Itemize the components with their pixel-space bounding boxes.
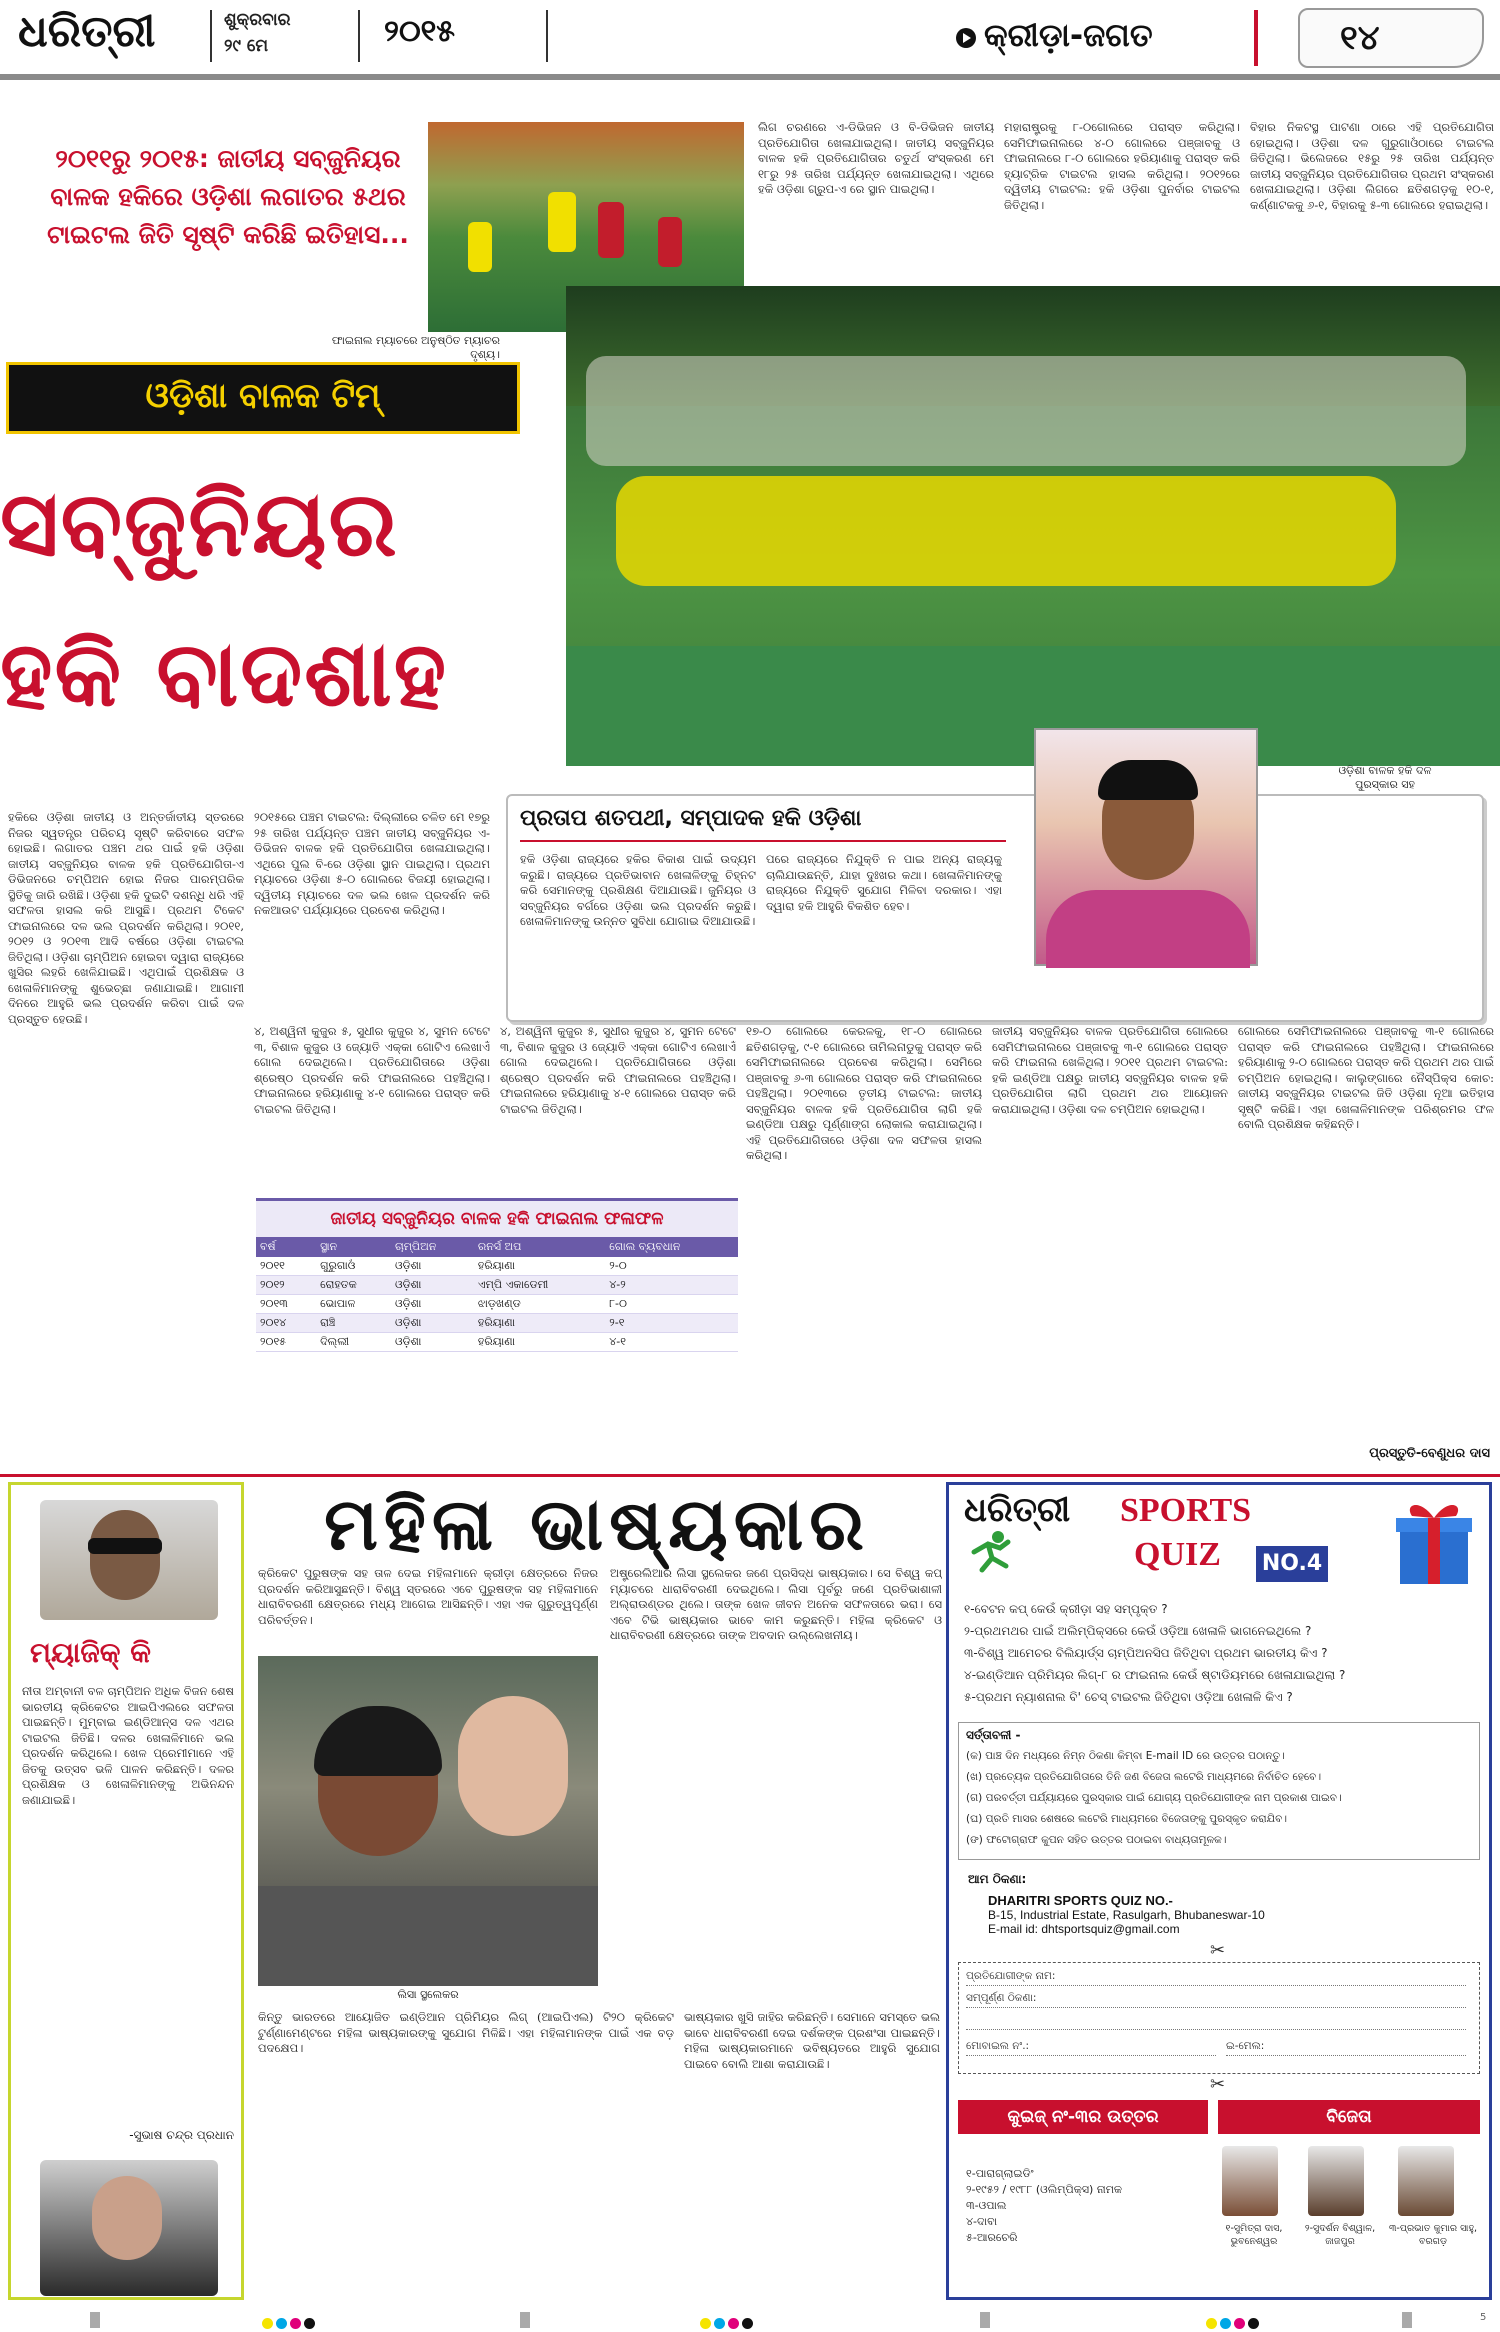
quiz-rule: (ଗ) ପରବର୍ତ୍ତୀ ପର୍ଯ୍ୟାୟରେ ପୁରସ୍କାର ପାଇଁ ଯୋଗ୍ୟ ପ୍ରତିଯୋଗୀଙ୍କ ନାମ ପ୍ରକାଶ ପାଇବ।: [966, 1792, 1342, 1804]
team-photo: [566, 286, 1500, 766]
gray-marker: [520, 2312, 530, 2328]
table-cell: ୨୦୧୫: [256, 1333, 316, 1352]
table-cell: ଦିଲ୍ଲୀ: [316, 1333, 391, 1352]
print-registration-bar: [0, 2310, 1500, 2332]
magic-body: ନୀତା ଅମ୍ବାନୀ ବଳ ଚାମ୍ପିଅନ ଅଧିକ ବିଜନ ଶେଷ ଭାରତୀୟ କ୍ରିକେଟର ଆଇପିଏଲରେ ସଫଳତା ପାଇଛନ୍ତି। ମୁମ୍ବାଇ ଇଣ୍ଡିଆନ୍ସ ଦଳ ଏଥର ଟାଇଟଲ ଜିତିଛି। ଦଳର ଖେଳାଳିମାନେ ଭଲ ପ୍ରଦର୍ଶନ କରିଥିଲେ। ଖେଳ ପ୍ରେମୀମାନେ ଏହି ଜିତକୁ ଉତ୍ସବ ଭଳି ପାଳନ କରିଛନ୍ତି। ଦଳର ପ୍ରଶିକ୍ଷକ ଓ ଖେଳାଳିମାନଙ୍କୁ ଅଭିନନ୍ଦନ ଜଣାଯାଇଛି।: [22, 1684, 234, 1807]
table-cell: ୪-୧: [605, 1333, 738, 1352]
commentators-body-lower1: କିନ୍ତୁ ଭାରତରେ ଆୟୋଜିତ ଇଣ୍ଡିଆନ ପ୍ରିମିୟର ଲିଗ୍ (ଆଇପିଏଲ) ଟି୨୦ କ୍ରିକେଟ ଟୁର୍ଣ୍ଣାମେଣ୍ଟରେ ମହିଳା ଭାଷ୍ୟକାରଙ୍କୁ ସୁଯୋଗ ମିଳିଛି। ଏହା ମହିଳାମାନଙ୍କ ପାଇଁ ଏକ ବଡ଼ ପଦକ୍ଷେପ।: [258, 2010, 674, 2055]
section-title: କ୍ରୀଡ଼ା-ଜଗତ: [984, 16, 1153, 54]
main-headline-line2: ହକି ବାଦଶାହ: [0, 622, 449, 727]
col-header-goal-margin: ଗୋଲ ବ୍ୟବଧାନ: [605, 1237, 738, 1257]
table-row: [256, 1295, 738, 1314]
col-header-venue: ସ୍ଥାନ: [316, 1237, 391, 1257]
table-cell: ଗୁରୁଗାଓଁ: [316, 1257, 391, 1276]
results-table-title: ଜାତୀୟ ସବ୍‌ଜୁନିୟର ବାଳକ ହକି ଫାଇନାଲ ଫଳାଫଳ: [256, 1198, 738, 1237]
table-row: [256, 1276, 738, 1295]
table-cell: ୨-୧: [605, 1314, 738, 1333]
table-row: [256, 1333, 738, 1352]
runner-icon: [968, 1530, 1014, 1574]
team-label: ଓଡ଼ିଶା ବାଳକ ଟିମ୍: [145, 376, 381, 416]
quiz-address: [968, 1872, 1468, 1936]
winner-photo: [1308, 2146, 1364, 2216]
quiz-masthead: ଧରିତ୍ରୀ: [964, 1490, 1071, 1530]
quiz-number: NO.4: [1256, 1546, 1328, 1582]
table-cell: ଓଡ଼ିଶା: [391, 1295, 474, 1314]
header-rule: [0, 74, 1500, 80]
commentator-photo: [258, 1656, 598, 1986]
table-cell: ଝାଡ଼ଖଣ୍ଡ: [474, 1295, 605, 1314]
magic-top-portrait: [40, 1500, 218, 1620]
results-table-header-row: [256, 1237, 738, 1257]
table-cell: ୪-୨: [605, 1276, 738, 1295]
lead-body-lower-right: ୧୭-୦ ଗୋଲରେ କେରଳକୁ, ୧୮-୦ ଗୋଲରେ ଛତିଶଗଡ଼କୁ, ୯-୧ ଗୋଲରେ ତାମିଲନାଡୁକୁ ପରାସ୍ତ କରି ସେମିଫାଇନାଲରେ ପ୍ରବେଶ କରିଥିଲା। ସେମିରେ ପଞ୍ଜାବକୁ ୬-୩ ଗୋଲରେ ପରାସ୍ତ କରି ଫାଇନାଲରେ ପହଞ୍ଚିଥିଲା। ୨୦୧୩ରେ ତୃତୀୟ ଟାଇଟଲ: ଜାତୀୟ ସବ୍‌ଜୁନିୟର ବାଳକ ହକି ପ୍ରତିଯୋଗିତା ଲାଗି ହକି ଇଣ୍ଡିଆ ପକ୍ଷରୁ ପୂର୍ଣ୍ଣାଙ୍ଗ ଲୋକାଲ କରାଯାଇଥିଲା। ଏହି ପ୍ରତିଯୋଗିତାରେ ଓଡ଼ିଶା ଦଳ ସଫଳତା ହାସଲ କରିଥିଲା।: [746, 1024, 982, 1162]
interview-body-col2: ପରେ ରାଜ୍ୟରେ ନିଯୁକ୍ତି ନ ପାଇ ଅନ୍ୟ ରାଜ୍ୟକୁ ଚାଲିଯାଉଛନ୍ତି, ଯାହା ଦୁଃଖର କଥା। ଖେଳାଳିମାନଙ୍କୁ ରାଜ୍ୟରେ ନିଯୁକ୍ତି ସୁଯୋଗ ମିଳିବା ଦରକାର। ଏହା ଦ୍ୱାରା ହକି ଆହୁରି ବିକଶିତ ହେବ।: [766, 852, 1002, 913]
quiz-rule: (ଙ) ଫଟୋଗ୍ରାଫ କୁପନ ସହିତ ଉତ୍ତର ପଠାଇବା ବାଧ୍ୟତାମୂଳକ।: [966, 1834, 1227, 1846]
commentators-body-col2: ଅଷ୍ଟ୍ରେଲିଆର ଲିସା ସ୍ଥଲେକର ଜଣେ ପ୍ରସିଦ୍ଧ ଭାଷ୍ୟକାର। ସେ ବିଶ୍ୱ କପ୍ ମ୍ୟାଚରେ ଧାରାବିବରଣୀ ଦେଇଥିଲେ। ଲିସା ପୂର୍ବରୁ ଜଣେ ପ୍ରତିଭାଶାଳୀ ଅଲ୍‌ରାଉଣ୍ଡର ଥିଲେ। ତାଙ୍କ ଖେଳ ଜୀବନ ଅନେକ ସଫଳତାରେ ଭରା। ସେ ଏବେ ଟିଭି ଭାଷ୍ୟକାର ଭାବେ କାମ କରୁଛନ୍ତି। ମହିଳା କ୍ରିକେଟ ଓ ଧାରାବିବରଣୀ କ୍ଷେତ୍ରରେ ତାଙ୍କ ଅବଦାନ ଉଲ୍ଲେଖନୀୟ।: [610, 1566, 942, 1642]
coupon-name-label: ପ୍ରତିଯୋଗୀଙ୍କ ନାମ:: [966, 1970, 1056, 1982]
quiz-question: ୨-ପ୍ରଥମଥର ପାଇଁ ଅଲିମ୍ପିକ୍ସରେ କେଉଁ ଓଡ଼ିଆ ଖେଳାଳି ଭାଗନେଇଥିଲେ ?: [964, 1624, 1312, 1638]
header-year: ୨୦୧୫: [384, 14, 456, 49]
section-divider: [0, 1474, 1500, 1477]
color-registration-marks: [262, 2314, 318, 2332]
quiz-rule: (କ) ପାଞ୍ଚ ଦିନ ମଧ୍ୟରେ ନିମ୍ନ ଠିକଣା କିମ୍ବା E-mail ID ରେ ଉତ୍ତର ପଠାନ୍ତୁ।: [966, 1750, 1285, 1762]
winners-header: ବିଜେତା: [1218, 2100, 1480, 2134]
magic-byline: -ସୁଭାଷ ଚନ୍ଦ୍ର ପ୍ରଧାନ: [129, 2128, 234, 2142]
table-row: [256, 1257, 738, 1276]
lead-body-right3: ବିହାର ନିକଟସ୍ଥ ପାଟଣା ଠାରେ ଏହି ପ୍ରତିଯୋଗିତା ହୋଇଥିଲା। ଓଡ଼ିଶା ଦଳ ଗୁରୁଗାଓଁଠାରେ ଟାଇଟଲ ଜିତିଥିଲା। ଭିଲେଜରେ ୧୫ରୁ ୨୫ ତାରିଖ ପର୍ଯ୍ୟନ୍ତ ଜାତୀୟ ସବ୍‌ଜୁନିୟର ପ୍ରତିଯୋଗିତାର ପ୍ରଥମ ସଂସ୍କରଣ ଖେଳାଯାଇଥିଲା। ଓଡ଼ିଶା ଲିଗରେ ଛତିଶଗଡ଼କୁ ୧୦-୧, କର୍ଣ୍ଣାଟକକୁ ୬-୧, ବିହାରକୁ ୫-୩ ଗୋଲରେ ହରାଇଥିଲା।: [1250, 120, 1494, 212]
header-date: ୨୯ ମେ: [224, 36, 269, 56]
lead-byline: ପ୍ରସ୍ତୁତି-ବେଣୁଧର ଦାସ: [1369, 1446, 1490, 1461]
table-cell: ରାଞ୍ଚି: [316, 1314, 391, 1333]
interview-title-rule: [520, 840, 1006, 842]
lead-body-col2: ୨୦୧୫ରେ ପଞ୍ଚମ ଟାଇଟଲ: ଦିଲ୍ଲୀରେ ଚଳିତ ମେ ୧୭ରୁ ୨୫ ତାରିଖ ପର୍ଯ୍ୟନ୍ତ ପଞ୍ଚମ ଜାତୀୟ ସବ୍‌ଜୁନିୟର ଏ-ଡିଭିଜନ ବାଳକ ହକି ପ୍ରତିଯୋଗିତା ଖେଳାଯାଇଥିଲା। ଏଥିରେ ପୁଲ ବି-ରେ ଓଡ଼ିଶା ସ୍ଥାନ ପାଇଥିଲା। ପ୍ରଥମ ମ୍ୟାଚରେ ଓଡ଼ିଶା ୫-୦ ଗୋଲରେ ବିଜୟୀ ହୋଇଥିଲା। ଦ୍ୱିତୀୟ ମ୍ୟାଚରେ ଦଳ ଭଲ ଖେଳ ପ୍ରଦର୍ଶନ କରି ନକଆଉଟ ପର୍ଯ୍ୟାୟରେ ପ୍ରବେଶ କରିଥିଲା।: [254, 810, 490, 917]
magic-title: ମ୍ୟାଜିକ୍ କି: [30, 1636, 151, 1669]
coupon-address-label: ସମ୍ପୂର୍ଣ୍ଣ ଠିକଣା:: [966, 1992, 1037, 2004]
table-cell: ୮-୦: [605, 1295, 738, 1314]
magic-bottom-portrait: [40, 2160, 218, 2296]
lead-body-right1: ଲିଗ ଚରଣରେ ଏ-ଡିଭିଜନ ଓ ବି-ଡିଭିଜନ ଜାତୀୟ ପ୍ରତିଯୋଗିତା ଖେଳାଯାଇଥିଲା। ଜାତୀୟ ସବ୍‌ଜୁନିୟର ବାଳକ ହକି ପ୍ରତିଯୋଗିତାର ଚତୁର୍ଥ ସଂସ୍କରଣ ମେ ୧୮ରୁ ୨୫ ତାରିଖ ପର୍ଯ୍ୟନ୍ତ ଖେଳାଯାଇଥିଲା। ଏଥିରେ ହକି ଓଡ଼ିଶା ଗ୍ରୁପ-ଏ ରେ ସ୍ଥାନ ପାଇଥିଲା।: [758, 120, 994, 196]
interview-portrait: [1034, 728, 1258, 966]
table-cell: ଓଡ଼ିଶା: [391, 1276, 474, 1295]
table-cell: ହରିୟାଣା: [474, 1314, 605, 1333]
quiz-question: ୫-ପ୍ରଥମ ନ୍ୟାଶନାଲ ବି' ଚେସ୍ ଟାଇଟଲ ଜିତିଥିବା ଓଡ଼ିଆ ଖେଳାଳି କିଏ ?: [964, 1690, 1293, 1704]
quiz-address-label: ଆମ ଠିକଣା:: [968, 1872, 1027, 1886]
page-number: ୧୪: [1340, 18, 1380, 58]
header-divider: [358, 10, 360, 62]
table-cell: ୨୦୧୩: [256, 1295, 316, 1314]
coupon-name-field[interactable]: [966, 1970, 1466, 1986]
gray-marker: [90, 2312, 100, 2328]
col-header-champion: ଚାମ୍ପିଅନ: [391, 1237, 474, 1257]
quiz-question: ୩-ବିଶ୍ୱ ଆମେଚର ବିଲିୟାର୍ଡ୍ସ ଚାମ୍ପିଅନସିପ ଜିତିଥିବା ପ୍ରଥମ ଭାରତୀୟ କିଏ ?: [964, 1646, 1328, 1660]
quiz-answer: ୪-ଦାବା: [966, 2215, 998, 2228]
table-row: [256, 1314, 738, 1333]
quiz-title-line2: QUIZ: [1134, 1536, 1221, 1573]
lead-body-right2: ମହାରାଷ୍ଟ୍ରକୁ ୮-୦ଗୋଲରେ ପରାସ୍ତ କରିଥିଲା। ସେମିଫାଇନାଲରେ ୪-୦ ଗୋଲରେ ପଞ୍ଜାବକୁ ଓ ଫାଇନାଲରେ ୮-୦ ଗୋଲରେ ହରିୟାଣାକୁ ପରାସ୍ତ କରି ହ୍ୟାଟ୍ରିକ ଟାଇଟଲ ହାସଲ କରିଥିଲା। ୨୦୧୨ରେ ଦ୍ୱିତୀୟ ଟାଇଟଲ: ହକି ଓଡ଼ିଶା ପୁନର୍ବାର ଟାଇଟଲ ଜିତିଥିଲା।: [1004, 120, 1240, 212]
header-day: ଶୁକ୍ରବାର: [224, 10, 291, 30]
quiz-answer: ୩-ଓପାଲ: [966, 2199, 1007, 2212]
quiz-answers: [966, 2166, 1206, 2246]
winner-name: ୨-ସୁଦର୍ଶନ ବିଶ୍ୱାଳ, ଜାଜପୁର: [1304, 2223, 1376, 2247]
col-header-year: ବର୍ଷ: [256, 1237, 316, 1257]
footer-page-marker: 5: [1480, 2312, 1487, 2323]
gift-box-icon: [1390, 1494, 1478, 1586]
table-cell: ୨୦୧୨: [256, 1276, 316, 1295]
quiz-answer: ୨-୧୯୫୨ / ୧୯୮୮ (ଓଲିମ୍ପିକ୍ସ) ନାମକ: [966, 2183, 1123, 2196]
coupon-email-label: ଇ-ମେଲ:: [1226, 2040, 1265, 2052]
quiz-question: ୪-ଇଣ୍ଡିଆନ ପ୍ରିମିୟର ଲିଗ୍-୮ ର ଫାଇନାଲ କେଉଁ ଷ୍ଟାଡିୟମରେ ଖେଳାଯାଇଥିଲା ?: [964, 1668, 1346, 1682]
commentators-body-col1: କ୍ରିକେଟ ପୁରୁଷଙ୍କ ସହ ତାଳ ଦେଇ ମହିଳାମାନେ କ୍ରୀଡ଼ା କ୍ଷେତ୍ରରେ ନିଜର ପ୍ରଦର୍ଶନ କରିଆସୁଛନ୍ତି। ବିଶ୍ୱ ସ୍ତରରେ ଏବେ ପୁରୁଷଙ୍କ ସହ ମହିଳାମାନେ ଧାରାବିବରଣୀ କ୍ଷେତ୍ରରେ ମଧ୍ୟ ଆଗେଇ ଆସିଛନ୍ତି। ଏହା ଏକ ଗୁରୁତ୍ୱପୂର୍ଣ୍ଣ ପରିବର୍ତ୍ତନ।: [258, 1566, 598, 1627]
quiz-address-line2: B-15, Industrial Estate, Rasulgarh, Bhubaneswar-10: [988, 1908, 1265, 1922]
results-table: [256, 1198, 738, 1468]
gray-marker: [1402, 2312, 1412, 2328]
coupon-mobile-field[interactable]: [966, 2040, 1216, 2056]
quiz-question: ୧-ବେଟନ କପ୍ କେଉଁ କ୍ରୀଡ଼ା ସହ ସମ୍ପୃକ୍ତ ?: [964, 1602, 1168, 1616]
winner-photo: [1222, 2146, 1278, 2216]
commentators-body-lower2: ଭାଷ୍ୟକାର ଖୁସି ଜାହିର କରିଛନ୍ତି। ସେମାନେ ସମସ୍ତେ ଭଲ ଭାବେ ଧାରାବିବରଣୀ ଦେଇ ଦର୍ଶକଙ୍କ ପ୍ରଶଂସା ପାଇଛନ୍ତି। ମହିଳା ଭାଷ୍ୟକାରମାନେ ଭବିଷ୍ୟତରେ ଆହୁରି ସୁଯୋଗ ପାଇବେ ବୋଲି ଆଶା କରାଯାଉଛି।: [684, 2010, 940, 2071]
answers-header: କୁଇଜ୍ ନଂ-୩ର ଉତ୍ତର: [958, 2100, 1208, 2134]
coupon-mobile-label: ମୋବାଇଲ ନଂ.:: [966, 2040, 1030, 2052]
commentator-photo-caption: ଲିସା ସ୍ଥଲେକର: [397, 1988, 459, 2001]
color-registration-marks: [1206, 2314, 1262, 2332]
match-photo-caption: ଫାଇନାଲ ମ୍ୟାଚରେ ଅନୁଷ୍ଠିତ ମ୍ୟାଚର ଦୃଶ୍ୟ।: [331, 334, 500, 361]
commentators-headline: ମହିଳା ଭାଷ୍ୟକାର: [324, 1482, 870, 1566]
quiz-questions: [964, 1598, 1484, 1708]
lead-kicker: ୨୦୧୧ରୁ ୨୦୧୫: ଜାତୀୟ ସବ୍‌ଜୁନିୟର ବାଳକ ହକିରେ ଓଡ଼ିଶା ଲଗାତର ୫ଥର ଟାଇଟଲ ଜିତି ସୃଷ୍ଟି କରିଛି ଇତିହାସ...: [47, 144, 409, 249]
section-accent-bar: [1254, 10, 1258, 66]
lead-body-lower-right2: ଜାତୀୟ ସବ୍‌ଜୁନିୟର ବାଳକ ପ୍ରତିଯୋଗିତା ଗୋଲରେ ସେମିଫାଇନାଲରେ ପଞ୍ଜାବକୁ ୩-୧ ଗୋଲରେ ପରାସ୍ତ କରି ଫାଇନାଲ ଖେଳିଥିଲା। ୨୦୧୧ ପ୍ରଥମ ଟାଇଟଲ: ହକି ଇଣ୍ଡିଆ ପକ୍ଷରୁ ଜାତୀୟ ସବ୍‌ଜୁନିୟର ବାଳକ ହକି ପ୍ରତିଯୋଗିତା ଲାଗି ପ୍ରଥମ ଥର ଆୟୋଜନ କରାଯାଇଥିଲା। ଓଡ଼ିଶା ଦଳ ଚମ୍ପିଅନ ହୋଇଥିଲା।: [992, 1024, 1228, 1116]
scissors-icon: ✂: [1210, 2074, 1226, 2095]
table-cell: ୨୦୧୧: [256, 1257, 316, 1276]
quiz-rule: (ଖ) ପ୍ରତ୍ୟେକ ପ୍ରତିଯୋଗିତାରେ ତିନି ଜଣ ବିଜେତା ଲଟେରି ମାଧ୍ୟମରେ ନିର୍ବାଚିତ ହେବେ।: [966, 1771, 1322, 1783]
quiz-rule: (ଘ) ପ୍ରତି ମାସର ଶେଷରେ ଲଟେରି ମାଧ୍ୟମରେ ବିଜେତାଙ୍କୁ ପୁରସ୍କୃତ କରାଯିବ।: [966, 1813, 1288, 1825]
page-header: [0, 0, 1500, 76]
coupon-email-field[interactable]: [1226, 2040, 1466, 2056]
results-table-grid: [256, 1237, 738, 1352]
winner-name: ୩-ପ୍ରଭାତ କୁମାର ସାହୁ, ବରଗଡ଼: [1388, 2223, 1478, 2247]
col-header-runner-up: ରନର୍ସ ଅପ: [474, 1237, 605, 1257]
section-play-icon: [956, 28, 976, 48]
header-divider: [546, 10, 548, 62]
quiz-address-line3: E-mail id: dhtsportsquiz@gmail.com: [988, 1922, 1180, 1936]
table-cell: ଓଡ଼ିଶା: [391, 1333, 474, 1352]
team-photo-caption: ଓଡ଼ିଶା ବାଳକ ହକି ଦଳ ପୁରସ୍କାର ସହ: [1338, 764, 1432, 791]
table-cell: ୨୦୧୪: [256, 1314, 316, 1333]
page-number-tab: [1298, 8, 1484, 68]
interview-body-col1: ହକି ଓଡ଼ିଶା ରାଜ୍ୟରେ ହକିର ବିକାଶ ପାଇଁ ଉଦ୍ୟମ କରୁଛି। ରାଜ୍ୟରେ ପ୍ରତିଭାବାନ ଖେଳାଳିଙ୍କୁ ଚିହ୍ନଟ କରି ସେମାନଙ୍କୁ ପ୍ରଶିକ୍ଷଣ ଦିଆଯାଉଛି। ଜୁନିୟର ଓ ସବ୍‌ଜୁନିୟର ବର୍ଗରେ ଓଡ଼ିଶା ଭଲ ପ୍ରଦର୍ଶନ କରୁଛି। ଖେଳାଳିମାନଙ୍କୁ ଉନ୍ନତ ସୁବିଧା ଯୋଗାଇ ଦିଆଯାଉଛି।: [520, 852, 756, 928]
coupon-address-field-2[interactable]: [966, 2016, 1466, 2030]
lead-body-lower-2: ୪, ଅଶ୍ୱିନୀ କୁଜୁର ୫, ସୁଧୀର କୁଜୁର ୪, ସୁମନ ଟେଟେ ୩, ବିଶାଳ କୁଜୁର ଓ ଜ୍ୟୋତି ଏକ୍କା ଗୋଟିଏ ଲେଖାଏଁ ଗୋଲ ଦେଇଥିଲେ। ପ୍ରତିଯୋଗିତାରେ ଓଡ଼ିଶା ଶ୍ରେଷ୍ଠ ପ୍ରଦର୍ଶନ କରି ଫାଇନାଲରେ ପହଞ୍ଚିଥିଲା। ଫାଇନାଲରେ ହରିୟାଣାକୁ ୪-୧ ଗୋଲରେ ପରାସ୍ତ କରି ଟାଇଟଲ ଜିତିଥିଲା।: [500, 1024, 736, 1116]
main-headline-line1: ସବ୍‌ଜୁନିୟର: [0, 472, 399, 577]
table-cell: ହରିୟାଣା: [474, 1333, 605, 1352]
coupon-address-field[interactable]: [966, 1992, 1466, 2008]
table-cell: ୨-୦: [605, 1257, 738, 1276]
quiz-rules-title: ସର୍ତ୍ତାବଳୀ -: [966, 1728, 1021, 1742]
gray-marker: [980, 2312, 990, 2328]
winner-photo: [1398, 2146, 1454, 2216]
winner-name: ୧-ସୁମିତ୍ରା ଦାସ, ଭୁବନେଶ୍ୱର: [1225, 2223, 1283, 2247]
table-cell: ଓଡ଼ିଶା: [391, 1257, 474, 1276]
lead-body-lower-right3: ଗୋଲରେ ସେମିଫାଇନାଲରେ ପଞ୍ଜାବକୁ ୩-୧ ଗୋଲରେ ପରାସ୍ତ କରି ଫାଇନାଲରେ ପହଞ୍ଚିଥିଲା। ଫାଇନାଲରେ ହରିୟାଣାକୁ ୨-୦ ଗୋଲରେ ପରାସ୍ତ କରି ପ୍ରଥମ ଥର ପାଇଁ ଚମ୍ପିଅନ ହୋଇଥିଲା। କାଲୁଙ୍ଗାରେ ନୈସ୍ପିକ୍ସ କୋଚ: ଜାତୀୟ ସବ୍‌ଜୁନିୟର ଟାଇଟଲ ଜିତି ଓଡ଼ିଶା ନୂଆ ଇତିହାସ ସୃଷ୍ଟି କରିଛି। ଏହା ଖେଳାଳିମାନଙ୍କ ପରିଶ୍ରମର ଫଳ ବୋଲି ପ୍ରଶିକ୍ଷକ କହିଛନ୍ତି।: [1238, 1024, 1494, 1131]
quiz-address-line1: DHARITRI SPORTS QUIZ NO.-: [988, 1893, 1173, 1908]
table-cell: ଏମ୍‌ପି ଏକାଡେମୀ: [474, 1276, 605, 1295]
lead-body-col1: ହକିରେ ଓଡ଼ିଶା ଜାତୀୟ ଓ ଅନ୍ତର୍ଜାତୀୟ ସ୍ତରରେ ନିଜର ସ୍ୱତନ୍ତ୍ର ପରିଚୟ ସୃଷ୍ଟି କରିବାରେ ସଫଳ ହୋଇଛି। ଲଗାତର ପଞ୍ଚମ ଥର ପାଇଁ ହକି ଓଡ଼ିଶା ଜାତୀୟ ସବ୍‌ଜୁନିୟର ବାଳକ ହକି ପ୍ରତିଯୋଗିତା-ଏ ଡିଭିଜନରେ ଚମ୍ପିଅନ ହୋଇ ନିଜର ପାରମ୍ପରିକ ସ୍ଥିତିକୁ ଜାରି ରଖିଛି। ଓଡ଼ିଶା ହକି ଦୁଇଟି ଦଶନ୍ଧି ଧରି ଏହି ସଫଳତା ହାସଲ କରି ଆସୁଛି। ପ୍ରଥମ ଟିକେଟ ଫାଇନାଲରେ ଦଳ ଭଲ ପ୍ରଦର୍ଶନ କରିଥିଲା। ୨୦୧୧, ୨୦୧୨ ଓ ୨୦୧୩ ଆଦି ବର୍ଷରେ ଓଡ଼ିଶା ଟାଇଟଲ ଜିତିଥିଲା। ଓଡ଼ିଶା ଚାମ୍ପିଅନ ହୋଇବା ଦ୍ୱାରା ରାଜ୍ୟରେ ଖୁସିର ଲହରି ଖେଳିଯାଇଛି। ଏଥିପାଇଁ ପ୍ରଶିକ୍ଷକ ଓ ଖେଳାଳିମାନଙ୍କୁ ଶୁଭେଚ୍ଛା ଜଣାଯାଇଛି। ଆଗାମୀ ଦିନରେ ଆହୁରି ଭଲ ପ୍ରଦର୍ଶନ କରିବା ପାଇଁ ଦଳ ପ୍ରସ୍ତୁତ ହେଉଛି।: [8, 810, 244, 1026]
header-divider: [210, 10, 212, 62]
quiz-answer: ୧-ପାରାଗ୍ଲାଇଡିଂ: [966, 2167, 1034, 2180]
interview-title: ପ୍ରତାପ ଶତପଥୀ, ସମ୍ପାଦକ ହକି ଓଡ଼ିଶା: [520, 806, 862, 831]
table-cell: ଓଡ଼ିଶା: [391, 1314, 474, 1333]
color-registration-marks: [700, 2314, 756, 2332]
table-cell: ରୋହତକ: [316, 1276, 391, 1295]
lead-body-lower: ୪, ଅଶ୍ୱିନୀ କୁଜୁର ୫, ସୁଧୀର କୁଜୁର ୪, ସୁମନ ଟେଟେ ୩, ବିଶାଳ କୁଜୁର ଓ ଜ୍ୟୋତି ଏକ୍କା ଗୋଟିଏ ଲେଖାଏଁ ଗୋଲ ଦେଇଥିଲେ। ପ୍ରତିଯୋଗିତାରେ ଓଡ଼ିଶା ଶ୍ରେଷ୍ଠ ପ୍ରଦର୍ଶନ କରି ଫାଇନାଲରେ ପହଞ୍ଚିଥିଲା। ଫାଇନାଲରେ ହରିୟାଣାକୁ ୪-୧ ଗୋଲରେ ପରାସ୍ତ କରି ଟାଇଟଲ ଜିତିଥିଲା।: [254, 1024, 490, 1116]
scissors-icon: ✂: [1210, 1940, 1226, 1961]
masthead-logo: ଧରିତ୍ରୀ: [18, 6, 156, 57]
quiz-answer: ୫-ଆରଚେରି: [966, 2231, 1018, 2244]
quiz-title-line1: SPORTS: [1120, 1492, 1252, 1529]
table-cell: ହରିୟାଣା: [474, 1257, 605, 1276]
table-cell: ଭୋପାଳ: [316, 1295, 391, 1314]
quiz-rules: [966, 1746, 1474, 1851]
